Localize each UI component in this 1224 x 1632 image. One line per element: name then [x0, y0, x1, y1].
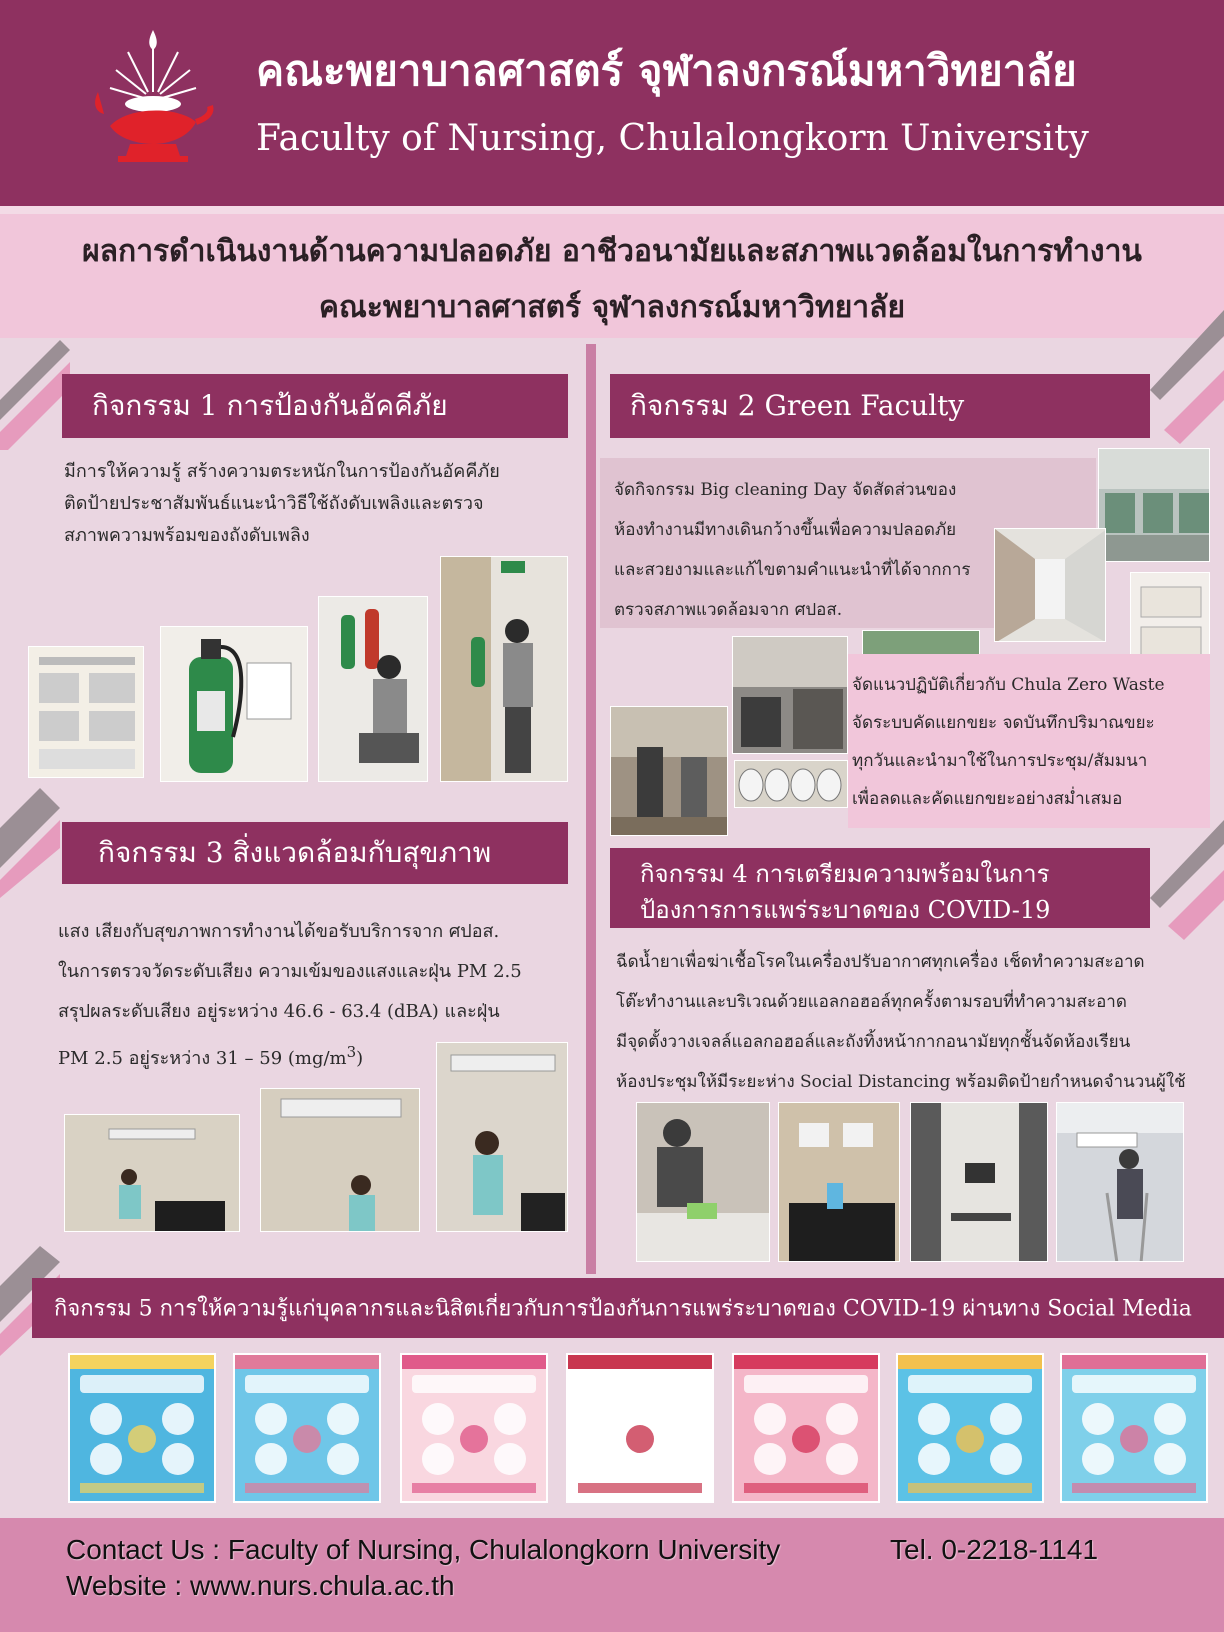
left-stripes-decor-2 — [0, 788, 60, 898]
activity-2-line-a1: จัดกิจกรรม Big cleaning Day จัดสัดส่วนของ — [614, 480, 957, 500]
activity-2-line-b4: เพื่อลดและคัดแยกขยะอย่างสม่ำเสมอ — [852, 789, 1123, 809]
covid-info-poster-5 — [732, 1353, 880, 1503]
right-stripes-decor-2 — [1150, 820, 1224, 950]
noise-meter-photo-2 — [260, 1088, 420, 1232]
activity-4-text — [616, 942, 1186, 1102]
activity-5-title: กิจกรรม 5 การให้ความรู้แก่บุคลากรและนิสิตเกี่ยวกับการป้องกันการแพร่ระบาดของ COVID-19 ผ่านทาง Social Media — [54, 1296, 1192, 1322]
activity-2-banner — [610, 374, 1150, 438]
activity-2-line-b1: จัดแนวปฏิบัติเกี่ยวกับ Chula Zero Waste — [852, 675, 1165, 695]
faculty-title-english: Faculty of Nursing, Chulalongkorn University — [256, 118, 1089, 159]
poster-graphic — [70, 1355, 214, 1501]
activity-4-title-line-1: กิจกรรม 4 การเตรียมความพร้อมในการ — [640, 860, 1050, 888]
activity-2-line-b2: จัดระบบคัดแยกขยะ จดบันทึกปริมาณขยะ — [852, 713, 1155, 733]
activity-1-title: กิจกรรม 1 การป้องกันอัคคีภัย — [92, 389, 448, 422]
activity-2-line-b3: ทุกวันและนำมาใช้ในการประชุม/สัมมนา — [852, 751, 1148, 771]
chula-lamp-logo-icon — [88, 22, 218, 172]
poster-graphic — [235, 1355, 379, 1501]
activity-3-line-3: สรุปผลระดับเสียง อยู่ระหว่าง 46.6 - 63.4 (dBA) และฝุ่น — [58, 1001, 500, 1022]
covid-info-poster-2 — [233, 1353, 381, 1503]
poster-graphic — [402, 1355, 546, 1501]
poster-graphic — [734, 1355, 878, 1501]
staff-inspecting-extinguisher-photo — [440, 556, 568, 782]
activity-2-title: กิจกรรม 2 Green Faculty — [630, 389, 965, 422]
staff-handling-waste-photo — [610, 706, 728, 836]
activity-5-banner — [32, 1278, 1224, 1338]
activity-4-line-2: โต๊ะทำงานและบริเวณด้วยแอลกอฮอล์ทุกครั้งตามรอบที่ทำความสะอาด — [616, 992, 1127, 1012]
alcohol-gel-station-photo — [778, 1102, 900, 1262]
noise-meter-photo-3 — [436, 1042, 568, 1232]
activity-4-line-1: ฉีดน้ำยาเพื่อฆ่าเชื้อโรคในเครื่องปรับอากาศทุกเครื่อง เช็ดทำความสะอาด — [616, 952, 1145, 972]
poster-subtitle-band — [0, 214, 1224, 338]
activity-2-text-b — [852, 666, 1165, 818]
distanced-meeting-room-photo — [910, 1102, 1048, 1262]
activity-3-unit-superscript: 3 — [346, 1043, 357, 1061]
covid-info-poster-7 — [1060, 1353, 1208, 1503]
contact-text: Contact Us : Faculty of Nursing, Chulalongkorn University — [66, 1534, 781, 1565]
activity-4-line-3: มีจุดตั้งวางเจลล์แอลกอฮอล์และถังทิ้งหน้ากากอนามัยทุกชั้นจัดห้องเรียน — [616, 1032, 1131, 1052]
activity-2-text-a — [614, 470, 971, 630]
office-staff-working-photo — [732, 636, 848, 754]
right-stripes-decor — [1150, 310, 1224, 450]
activity-3-line-4-text: PM 2.5 อยู่ระหว่าง 31 – 59 (mg/m — [58, 1048, 347, 1069]
activity-1-line-3: สภาพความพร้อมของถังดับเพลิง — [64, 525, 310, 546]
activity-3-line-2: ในการตรวจวัดระดับเสียง ความเข้มของแสงและฝุ่น PM 2.5 — [58, 961, 522, 982]
activity-4-line-4: ห้องประชุมให้มีระยะห่าง Social Distancing พร้อมติดป้ายกำหนดจำนวนผู้ใช้ — [616, 1072, 1186, 1092]
covid-info-poster-4 — [566, 1353, 714, 1503]
activity-2-line-a3: และสวยงามและแก้ไขตามคำแนะนำที่ได้จากการ — [614, 560, 971, 580]
staff-checking-extinguisher-photo — [318, 596, 428, 782]
activity-1-line-2: ติดป้ายประชาสัมพันธ์แนะนำวิธีใช้ถังดับเพลิงและตรวจ — [64, 493, 484, 514]
phone-number: Tel. 0-2218-1141 — [890, 1534, 1099, 1565]
activity-4-banner — [610, 848, 1150, 928]
office-corridor-photo — [994, 528, 1106, 642]
staff-disinfecting-desk-photo — [636, 1102, 770, 1262]
activity-1-text — [64, 456, 500, 552]
activity-3-banner — [62, 822, 568, 884]
office-workstations-photo — [1098, 448, 1210, 562]
poster-graphic — [568, 1355, 712, 1501]
activity-3-line-1: แสง เสียงกับสุขภาพการทำงานได้ขอรับบริการจาก ศปอส. — [58, 921, 500, 942]
footer-bar — [0, 1518, 1224, 1632]
website-link[interactable]: Website : www.nurs.chula.ac.th — [66, 1570, 455, 1601]
covid-info-poster-6 — [896, 1353, 1044, 1503]
covid-info-poster-3 — [400, 1353, 548, 1503]
covid-info-poster-1 — [68, 1353, 216, 1503]
activity-1-line-1: มีการให้ความรู้ สร้างความตระหนักในการป้องกันอัคคีภัย — [64, 461, 500, 482]
header-divider — [0, 206, 1224, 214]
noise-meter-photo-1 — [64, 1114, 240, 1232]
activity-2-line-a4: ตรวจสภาพแวดล้อมจาก ศปอส. — [614, 600, 843, 620]
poster-graphic — [1062, 1355, 1206, 1501]
aircon-cleaning-photo — [1056, 1102, 1184, 1262]
faculty-title-thai: คณะพยาบาลศาสตร์ จุฬาลงกรณ์มหาวิทยาลัย — [256, 46, 1077, 95]
left-stripes-decor — [0, 340, 70, 450]
activity-3-line-4-end: ) — [356, 1048, 364, 1069]
activity-1-banner — [62, 374, 568, 438]
poster-graphic — [898, 1355, 1042, 1501]
column-divider — [586, 344, 596, 1274]
fire-extinguisher-instruction-photo — [28, 646, 144, 778]
green-extinguisher-photo — [160, 626, 308, 782]
activity-3-title: กิจกรรม 3 สิ่งแวดล้อมกับสุขภาพ — [98, 836, 492, 869]
subtitle-line-1: ผลการดำเนินงานด้านความปลอดภัย อาชีวอนามัยและสภาพแวดล้อมในการทำงาน — [82, 234, 1142, 269]
containers-photo — [734, 760, 848, 808]
activity-2-line-a2: ห้องทำงานมีทางเดินกว้างขึ้นเพื่อความปลอดภัย — [614, 520, 957, 540]
activity-4-title-line-2: ป้องการการแพร่ระบาดของ COVID-19 — [640, 896, 1051, 924]
subtitle-line-2: คณะพยาบาลศาสตร์ จุฬาลงกรณ์มหาวิทยาลัย — [318, 290, 906, 325]
